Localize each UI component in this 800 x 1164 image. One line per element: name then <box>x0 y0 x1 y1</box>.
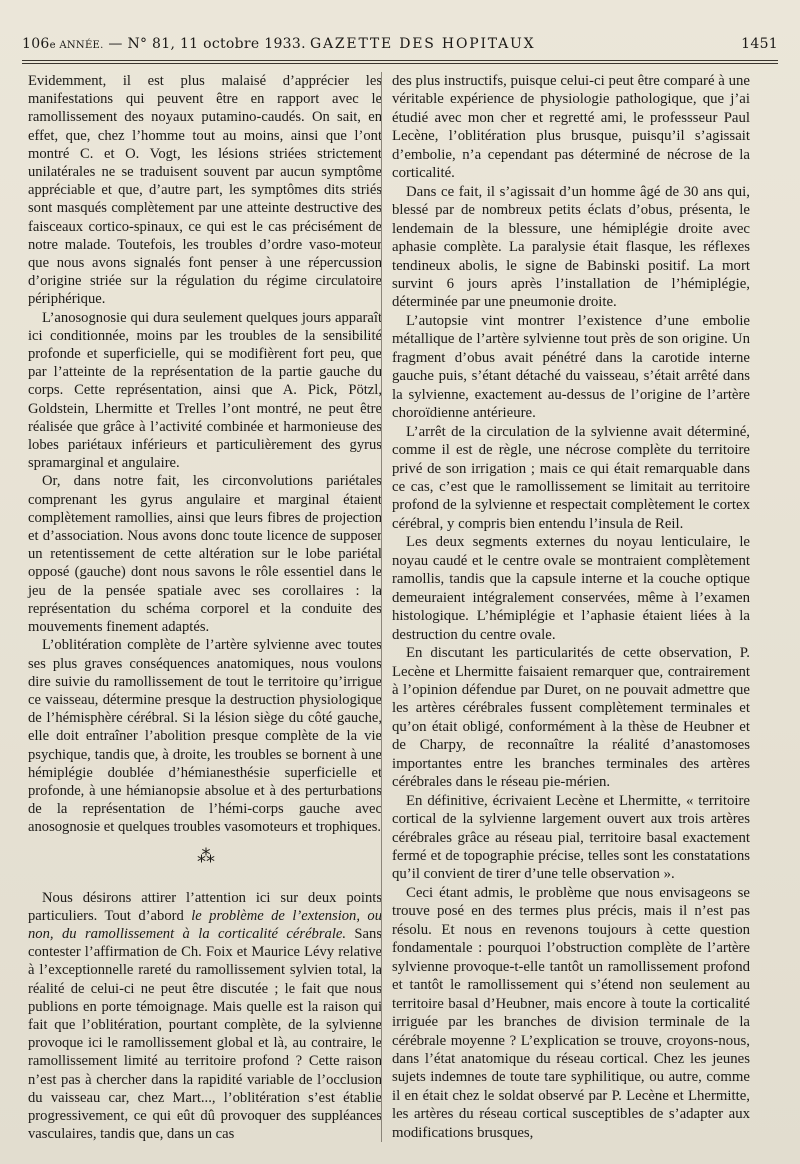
paragraph: Or, dans notre fait, les circonvolutions pariétales comprenant les gyrus angulaire et marginal étaient complètement ramollies, ainsi que leurs fibres de projection et d’association. Nous avons donc toute licence de supposer un retentissement de cette altération sur le lobe pariétal opposé (gauche) dont nous savons le rôle essentiel dans le jeu de la pensée spatiale avec ses corollaires : la représentation du schéma corporel et la conduite des mouvements finement adaptés. <box>28 473 382 636</box>
italic-emphasis: le problème de l’extension, ou non, du ramollissement à la corticalité cérébrale. <box>28 907 383 942</box>
paragraph: Ceci étant admis, le problème que nous envisageons se trouve posé en des termes plus précis, mais il n’est pas résolu. Et nous en revenons toujours à cette question fondamentale : pourquoi l’obstruction complète de l’artère sylvienne provoque-t-elle tantôt un ramollissement profond et tantôt le ramollissement qui s’étend non seulement au territoire basal d’Heubner, mais encore à toute la corticalité irriguée par les branches de division terminale de la cérébrale moyenne ? L’explication se trouve, croyons-nous, dans l’état anatomique du réseau cortical. Chez les jeunes sujets indemnes de toute tare syphilitique, ou autre, comme il en était chez le soldat observé par P. Lecène et Lhermitte, les artères du réseau cortical susceptibles de s’adapter aux modifications brusques, <box>392 884 750 1141</box>
right-column <box>392 72 750 1142</box>
paragraph: En définitive, écrivaient Lecène et Lhermitte, « territoire cortical de la sylvienne largement ouvert aux trois artères cérébrales grâce au réseau pial, territoire basal exactement fermé et de topographie précise, telles sont les constatations qu’il convient de tirer d’une telle observation ». <box>392 792 750 883</box>
header-rule <box>22 60 778 61</box>
paragraph: L’anosognosie qui dura seulement quelques jours apparaît ici conditionnée, moins par les troubles de la sensibilité profonde et superficielle, qui se modifièrent fort peu, que par l’atteinte de la représentation de la partie gauche du corps. Cette représentation, ainsi que A. Pick, Pötzl, Goldstein, Lhermitte et Trelles l’ont montré, ne peut être réalisée que grâce à l’activité combinée et harmonieuse des lobes pariétaux inférieurs et particulièrement des gyrus spramarginal et angulaire. <box>28 309 382 472</box>
paragraph: Evidemment, il est plus malaisé d’apprécier les manifestations qui peuvent être en rapport avec le ramollissement des noyaux putamino-caudés. On sait, en effet, que, chez l’homme tout au moins, ainsi que l’ont montré C. et O. Vogt, les lésions striées strictement unilatérales ne se traduisent souvent par aucun symptôme appréciable et que, d’autre part, les symptômes dits striés sont masqués complètement par une atteinte destructive des faisceaux cortico-spinaux, ce qui est le cas précisément de notre malade. Toutefois, les troubles d’ordre vaso-moteur que nous avons signalés font penser à une répercussion d’origine striée sur la régulation du régime circulatoire périphérique. <box>28 73 382 308</box>
paragraph-text: Nous désirons attirer l’attention ici sur deux points particuliers. Tout d’abord <box>28 889 382 924</box>
header-rule-double <box>22 63 778 64</box>
journal-title: GAZETTE DES HOPITAUX <box>310 36 536 52</box>
section-separator: ⁂ <box>197 845 213 866</box>
issue-info <box>22 34 306 56</box>
issue-number: — N° 81, 11 octobre 1933. <box>108 36 306 52</box>
paragraph: En discutant les particularités de cette observation, P. Lecène et Lhermitte faisaient remarquer que, contrairement à l’opinion défendue par Duret, on ne pouvait admettre que les artères cérébrales fussent complètement terminales et qu’on était obligé, conformément à la thèse de Heubner et de Charpy, de reconnaître la réalité d’anastomoses importantes entre les branches terminales des artères cérébrales dans le réseau pie-mérien. <box>392 645 750 791</box>
paragraph-text: Sans contester l’affirmation de Ch. Foix et Maurice Lévy relative à l’exceptionnelle rareté du ramollissement sylvien total, la réalité de celui-ci ne peut être discutée ; le fait que nous publions en porte témoignage. Mais quelle est la raison qui fait que l’oblitération, pourtant complète, de la sylvienne provoque ici le ramollissement global et là, au contraire, le ramollissement limité au territoire profond ? Cette raison n’est pas à chercher dans la rapidité variable de l’occlusion du vaisseau car, chez Mart..., l’oblitération s’est établie progressivement, ce qui eût dû provoquer des suppléances vasculaires, tandis que, dans un cas <box>28 925 383 1143</box>
paragraph: L’oblitération complète de l’artère sylvienne avec toutes ses plus graves conséquences anatomiques, nous voulons dire suivie du ramollissement de tout le territoire qu’irrigue ce vaisseau, détermine presque la destruction physiologique de l’hémisphère cérébral. Si la lésion siège du côté gauche, elle doit entraîner l’abolition presque complète de la vie psychique, tandis que, à droite, les troubles se bornent à une hémiplégie doublée d’hémianesthésie superficielle et profonde, à une hémianopsie absolue et à des perturbations de la représentation de l’hémi-corps gauche avec anosognosie et quelques troubles vasomoteurs et trophiques. <box>28 637 382 836</box>
paragraph: L’autopsie vint montrer l’existence d’une embolie métallique de l’artère sylvienne tout près de son origine. Un fragment d’obus avait pénétré dans la carotide interne gauche puis, s’étant détaché du vaisseau, s’était arrêté dans la sylvienne, exactement au-dessus de l’origine de l’artère choroïdienne antérieure. <box>392 312 750 422</box>
year-number: 106 <box>22 36 50 52</box>
page-number: 1451 <box>741 36 778 52</box>
paragraph: Dans ce fait, il s’agissait d’un homme âgé de 30 ans qui, blessé par de nombreux petits éclats d’obus, présenta, le lendemain de la blessure, une hémiplégie droite avec aphasie complète. La paralysie était flasque, les réflexes tendineux abolis, le signe de Babinski positif. La mort survint 6 jours après l’installation de l’hémiplégie, déterminée par une pneumonie droite. <box>392 183 750 311</box>
paragraph <box>28 889 382 1144</box>
year-suffix: e ANNÉE. <box>49 40 104 51</box>
paragraph: Les deux segments externes du noyau lenticulaire, le noyau caudé et le centre ovale se montraient complètement ramollis, tandis que la capsule interne et la couche optique demeuraient intégralement conservées, même à l’examen histologique. L’hémiplégie et l’aphasie étaient liées à la destruction du centre ovale. <box>392 534 750 643</box>
left-column <box>28 72 382 1143</box>
running-header <box>22 30 778 60</box>
paragraph: des plus instructifs, puisque celui-ci peut être comparé à une véritable expérience de physiologie pathologique, que j’ai étudié avec mon cher et regretté ami, le professseur Paul Lecène, l’oblitération plus brusque, puisqu’il s’agissait d’embolie, n’a cependant pas déterminé de nécrose de la corticalité. <box>392 73 750 182</box>
column-divider <box>381 72 382 1142</box>
paragraph: L’arrêt de la circulation de la sylvienne avait déterminé, comme il est de règle, une nécrose complète du territoire privé de son irrigation ; mais ce qui était remarquable dans ce cas, c’est que le ramollissement se limitait au territoire profond de la sylvienne et respectait complètement le cortex cérébral, y compris bien entendu l’insula de Reil. <box>392 423 750 532</box>
